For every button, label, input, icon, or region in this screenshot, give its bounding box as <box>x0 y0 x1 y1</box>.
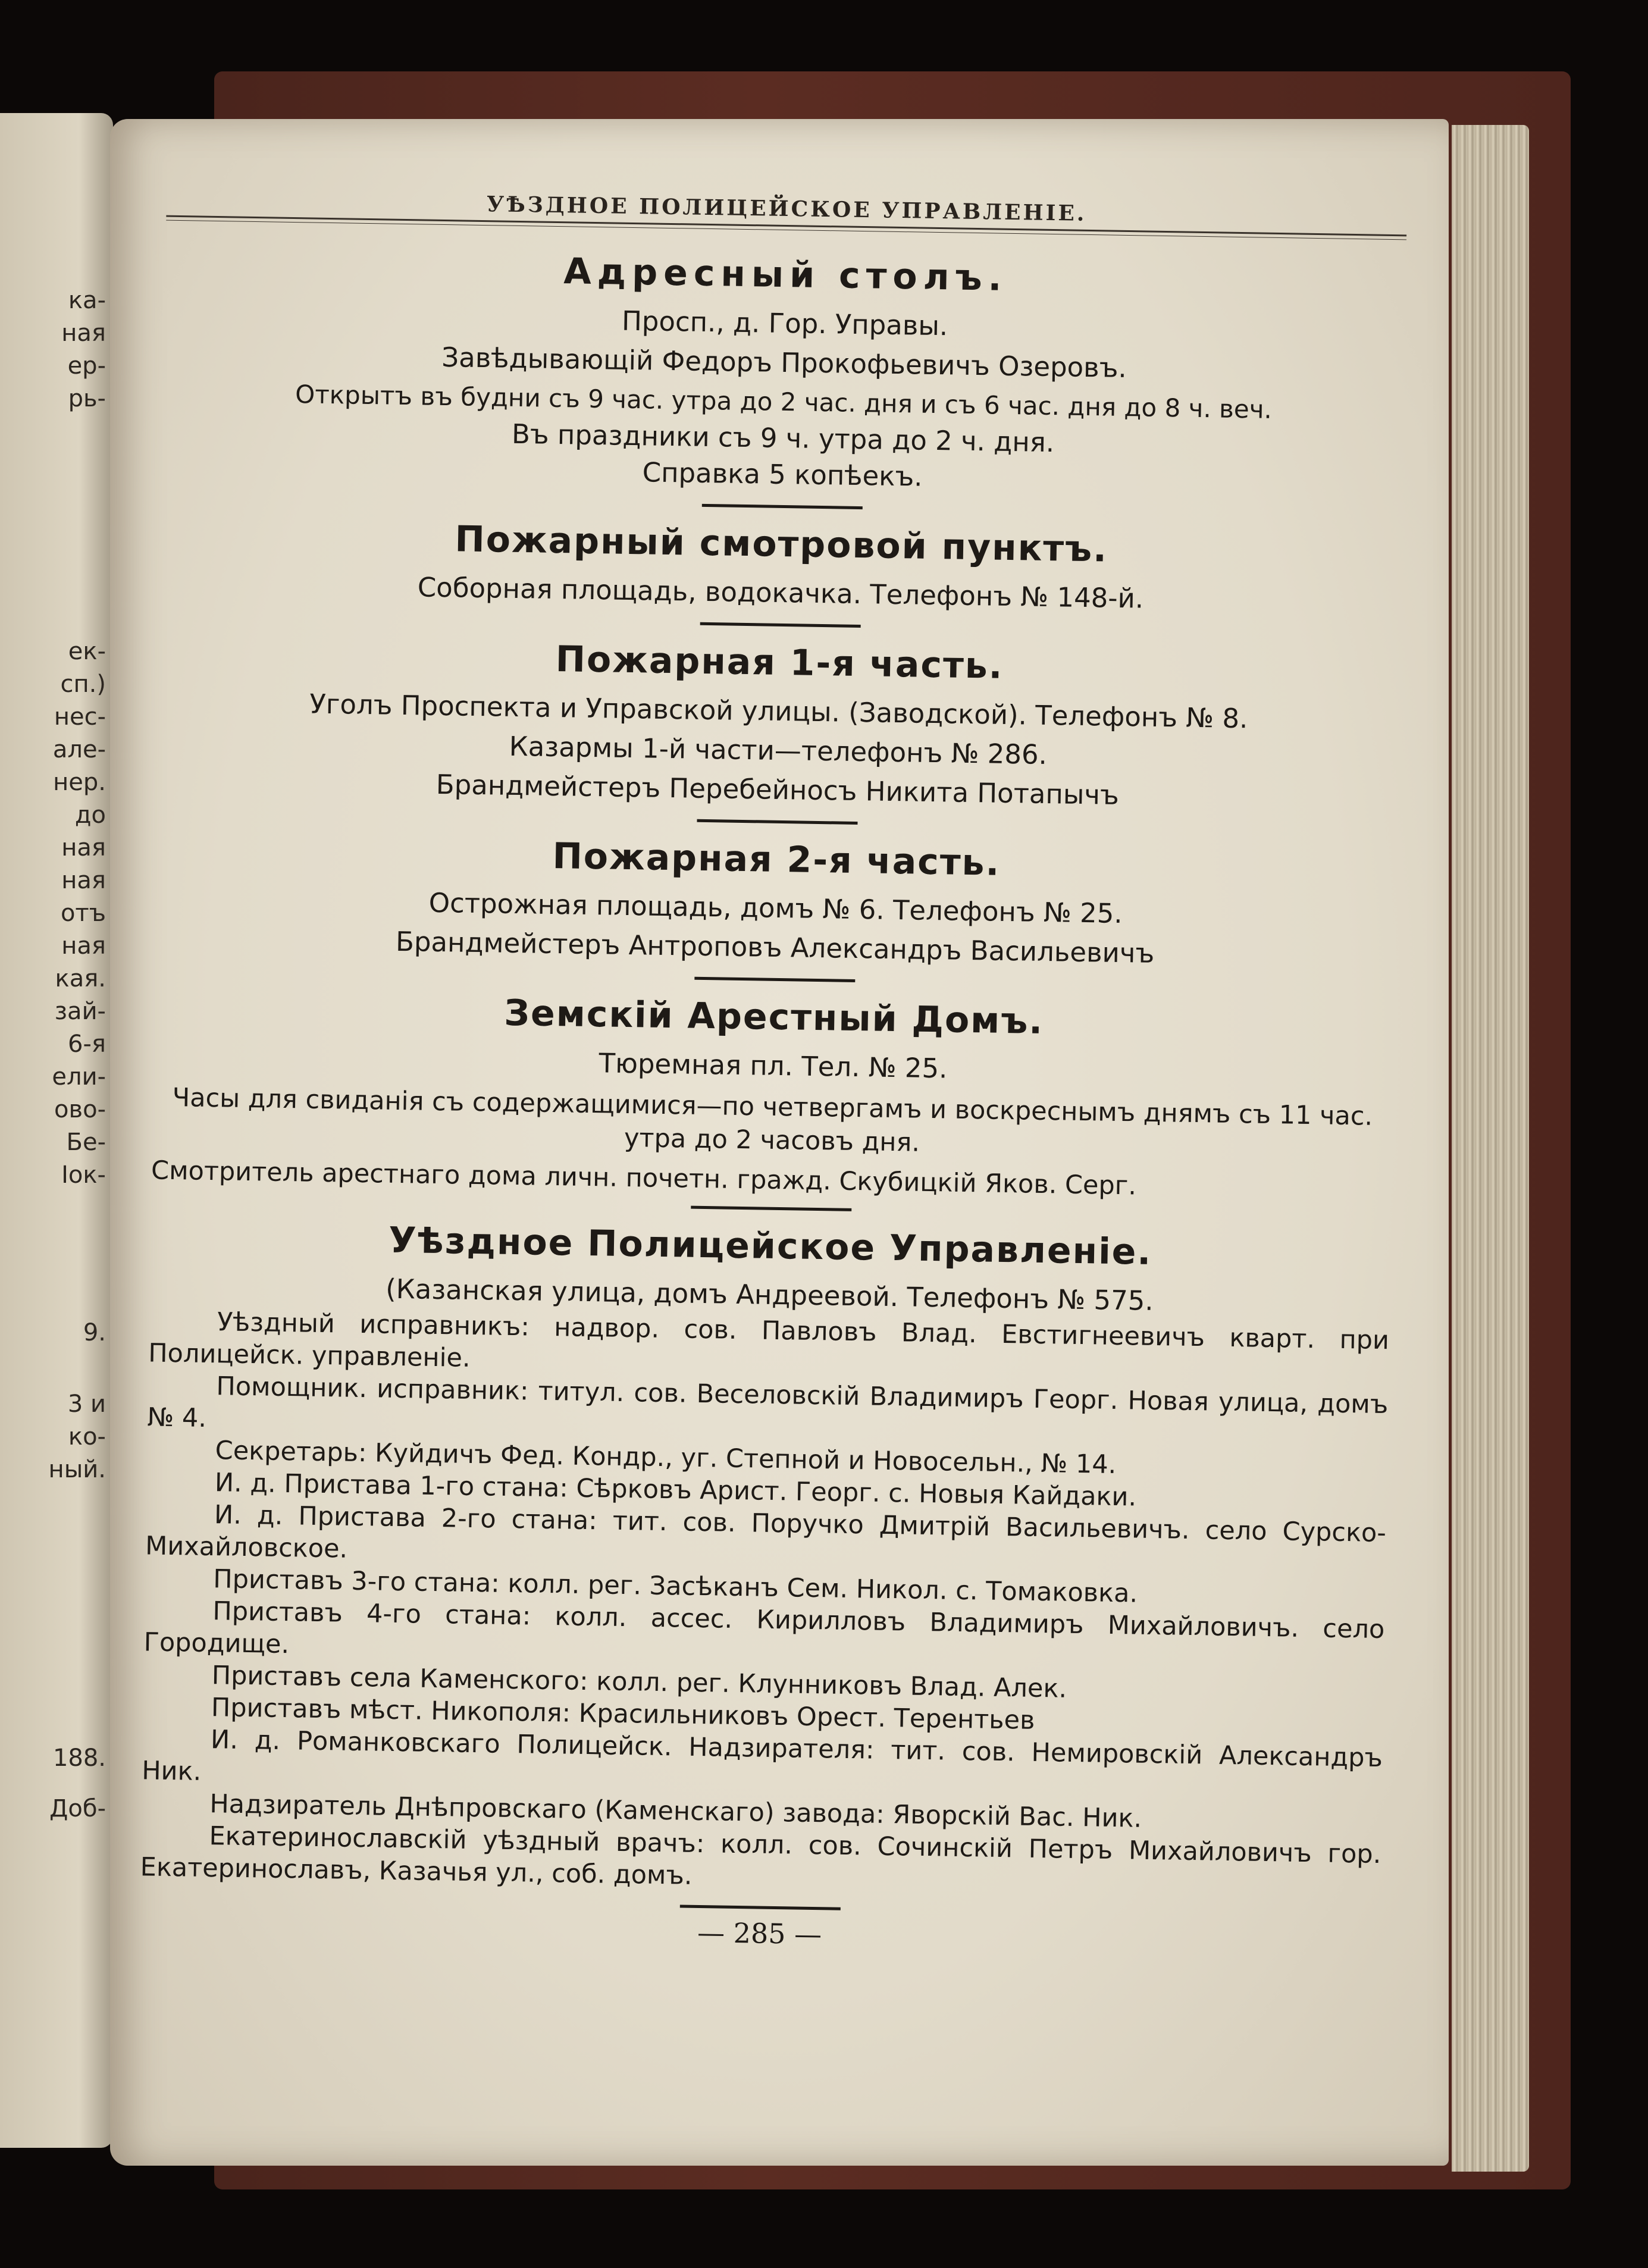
left-fragment: Iок- <box>61 1161 106 1189</box>
section-paragraph: Приставъ 3-го стана: колл. рег. Засѣканъ Сем. Никол. с. Томаковка. <box>212 1564 1138 1609</box>
section-paragraph: Надзиратель Днѣпровскаго (Каменскаго) завода: Яворскій Вас. Ник. <box>209 1789 1142 1834</box>
left-fragment: нес- <box>54 703 106 731</box>
section-divider <box>694 977 855 982</box>
section-divider <box>697 819 857 825</box>
book-page <box>110 119 1449 2166</box>
section-line: (Казанская улица, домъ Андреевой. Телефонъ № 575. <box>385 1273 1154 1317</box>
section-title: Пожарная 1-я часть. <box>555 638 1004 687</box>
left-fragment: ная <box>61 319 106 347</box>
left-fragment: ели- <box>52 1063 106 1091</box>
section-title: Пожарный смотровой пунктъ. <box>455 518 1108 571</box>
section-line: Завѣдывающій Федоръ Прокофьевичъ Озеровъ. <box>441 341 1127 384</box>
section-title: Адресный столъ. <box>563 250 1008 299</box>
section-line: Брандмейстеръ Перебейносъ Никита Потапычъ <box>436 768 1120 811</box>
left-fragment: Доб- <box>49 1795 106 1822</box>
section-paragraph: И. д. Пристава 1-го стана: Сѣрковъ Арист. Георг. с. Новыя Кайдаки. <box>214 1468 1137 1512</box>
section-paragraph: Секретарь: Куйдичъ Фед. Кондр., уг. Степной и Новосельн., № 14. <box>215 1436 1117 1480</box>
page-edges <box>1452 125 1529 2172</box>
section-paragraph: Часы для свиданія съ содержащимися—по четвергамъ и воскреснымъ днямъ съ 11 час. утра до 2 часовъ дня. <box>172 1082 1373 1158</box>
section-line: Открытъ въ будни съ 9 час. утра до 2 час. дня и съ 6 час. дня до 8 ч. веч. <box>294 380 1273 424</box>
page-content <box>139 187 1407 1959</box>
section-line: Тюремная пл. Тел. № 25. <box>599 1047 948 1085</box>
left-fragment: отъ <box>60 900 106 927</box>
section-title: Уѣздное Полицейское Управленіе. <box>388 1219 1152 1273</box>
left-fragment: ек- <box>68 638 106 665</box>
section-paragraph: Приставъ 4-го стана: колл. ассес. Кирилловъ Владимиръ Михайловичъ. село Городище. <box>143 1596 1385 1660</box>
section-paragraph: Приставъ мѣст. Никополя: Красильниковъ Орест. Терентьев <box>211 1693 1035 1736</box>
section-line: Просп., д. Гор. Управы. <box>621 305 948 342</box>
section-divider <box>691 1206 851 1211</box>
footer-divider <box>679 1905 840 1910</box>
section-paragraph: И. д. Пристава 2-го стана: тит. сов. Поручко Дмитрій Васильевичъ. село Сурско-Михайловское. <box>145 1500 1387 1564</box>
left-fragment: Бе- <box>66 1129 106 1156</box>
section-paragraph: И. д. Романковскаго Полицейск. Надзирателя: тит. сов. Немировскій Александръ Ник. <box>141 1725 1383 1787</box>
left-fragment: 3 и <box>67 1390 106 1418</box>
section-divider <box>700 622 860 628</box>
left-fragment: 6-я <box>68 1030 106 1058</box>
section-title: Земскій Арестный Домъ. <box>503 992 1044 1042</box>
left-fragment: але- <box>52 736 106 763</box>
section-paragraph: Смотритель арестнаго дома личн. почетн. гражд. Скубицкій Яков. Серг. <box>151 1155 1137 1201</box>
left-fragment: кая. <box>55 965 106 992</box>
left-fragment: ная <box>61 932 106 960</box>
left-fragment: рь- <box>68 385 106 412</box>
section-line: Казармы 1-й части—телефонъ № 286. <box>509 730 1048 770</box>
section-divider <box>701 504 862 509</box>
section-line: Уголъ Проспекта и Управской улицы. (Заводской). Телефонъ № 8. <box>309 688 1248 735</box>
section-line: Соборная площадь, водокачка. Телефонъ № 148-й. <box>417 571 1144 615</box>
section-title: Пожарная 2-я часть. <box>552 835 1001 884</box>
left-fragment: ко- <box>68 1423 106 1451</box>
left-fragment: до <box>74 801 106 829</box>
left-fragment: ный. <box>48 1456 106 1483</box>
section-line: Въ праздники съ 9 ч. утра до 2 ч. дня. <box>511 418 1055 459</box>
left-fragment: ер- <box>67 352 106 380</box>
left-fragment: сп.) <box>60 671 106 698</box>
page-number: — 285 — <box>697 1916 822 1951</box>
left-fragment: зай- <box>54 998 106 1025</box>
left-facing-page <box>0 113 113 2148</box>
section-line: Брандмейстеръ Антроповъ Александръ Васильевичъ <box>395 925 1155 969</box>
left-fragment: 188. <box>52 1744 106 1772</box>
section-line: Справка 5 копѣекъ. <box>642 456 923 493</box>
section-paragraph: Приставъ села Каменского: колл. рег. Клунниковъ Влад. Алек. <box>211 1661 1067 1704</box>
running-header: УѢЗДНОЕ ПОЛИЦЕЙСКОЕ УПРАВЛЕНІЕ. <box>486 192 1087 226</box>
section-line: Острожная площадь, домъ № 6. Телефонъ № 25. <box>428 886 1123 930</box>
left-fragment: ка- <box>68 287 106 314</box>
left-fragment: нер. <box>53 769 106 796</box>
left-fragment: ная <box>61 867 106 894</box>
section-paragraph: Помощник. исправник: титул. сов. Веселовскій Владимиръ Георг. Новая улица, домъ № 4. <box>147 1371 1389 1433</box>
left-fragment: 9. <box>83 1319 106 1346</box>
left-fragment: ная <box>61 834 106 862</box>
left-fragment: ово- <box>54 1096 106 1123</box>
section-paragraph: Уѣздный исправникъ: надвор. сов. Павловъ Влад. Евстигнеевичъ кварт. при Полицейск. управленіе. <box>148 1307 1390 1373</box>
section-paragraph: Екатеринославскій уѣздный врачъ: колл. сов. Сочинскій Петръ Михайловичъ гор. Екатеринославъ, Казачья ул., соб. домъ. <box>140 1821 1381 1891</box>
